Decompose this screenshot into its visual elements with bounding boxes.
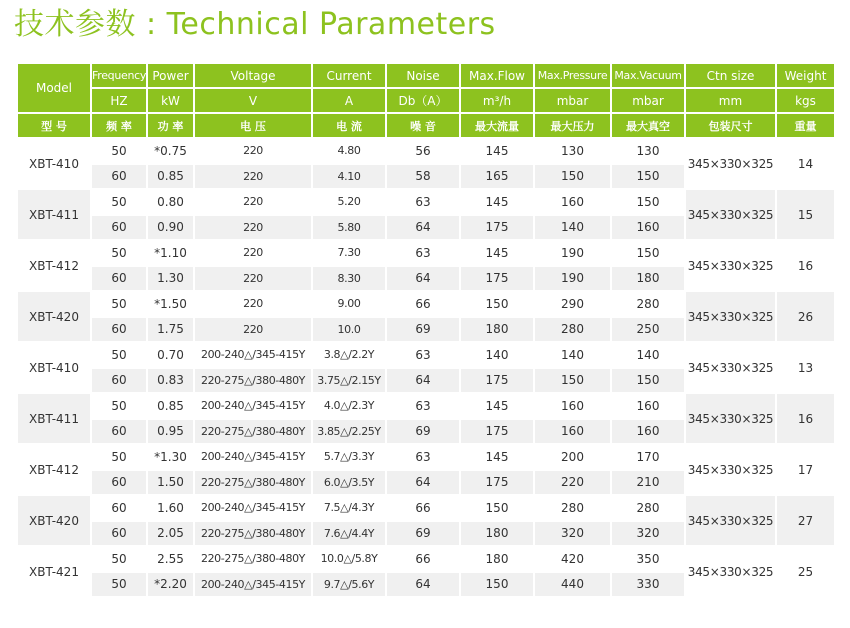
table-row [18, 343, 834, 367]
cell-voltage: 220 [195, 165, 311, 189]
cell-model: XBT-420 [18, 292, 90, 341]
cell-ctn-size: 345×330×325 [686, 190, 775, 239]
cell-noise: 63 [387, 241, 459, 265]
cell-max-vacuum: 210 [612, 471, 684, 495]
header-cn-max-pressure: 最大压力 [535, 114, 610, 137]
cell-frequency: 50 [92, 573, 146, 597]
cell-voltage: 220 [195, 267, 311, 291]
cell-max-pressure: 280 [535, 496, 610, 520]
cell-current: 3.8△/2.2Y [313, 343, 385, 367]
cell-noise: 64 [387, 267, 459, 291]
cell-power: *1.50 [148, 292, 193, 316]
cell-max-vacuum: 350 [612, 547, 684, 571]
cell-voltage: 200-240△/345-415Y [195, 496, 311, 520]
cell-max-pressure: 160 [535, 394, 610, 418]
header-max-pressure: Max.Pressure [535, 64, 610, 87]
cell-max-flow: 175 [461, 267, 533, 291]
cell-ctn-size: 345×330×325 [686, 394, 775, 443]
cell-power: 0.80 [148, 190, 193, 214]
cell-power: *0.75 [148, 139, 193, 163]
cell-voltage: 220 [195, 190, 311, 214]
cell-voltage: 200-240△/345-415Y [195, 573, 311, 597]
cell-power: *2.20 [148, 573, 193, 597]
cell-current: 4.80 [313, 139, 385, 163]
cell-max-vacuum: 160 [612, 420, 684, 444]
cell-max-pressure: 200 [535, 445, 610, 469]
cell-max-pressure: 150 [535, 165, 610, 189]
cell-ctn-size: 345×330×325 [686, 445, 775, 494]
cell-noise: 64 [387, 216, 459, 240]
cell-current: 10.0△/5.8Y [313, 547, 385, 571]
cell-noise: 66 [387, 292, 459, 316]
table-body [18, 139, 834, 596]
cell-max-pressure: 220 [535, 471, 610, 495]
cell-max-vacuum: 150 [612, 369, 684, 393]
header-cn-frequency: 频 率 [92, 114, 146, 137]
cell-max-pressure: 320 [535, 522, 610, 546]
cell-frequency: 60 [92, 522, 146, 546]
cell-max-vacuum: 160 [612, 394, 684, 418]
cell-voltage: 220-275△/380-480Y [195, 369, 311, 393]
header-noise: Noise [387, 64, 459, 87]
cell-current: 7.5△/4.3Y [313, 496, 385, 520]
cell-max-flow: 145 [461, 139, 533, 163]
header-row-units [18, 89, 834, 112]
header-cn-max-flow: 最大流量 [461, 114, 533, 137]
cell-noise: 66 [387, 496, 459, 520]
cell-max-vacuum: 250 [612, 318, 684, 342]
cell-max-flow: 140 [461, 343, 533, 367]
cell-model: XBT-410 [18, 343, 90, 392]
cell-current: 10.0 [313, 318, 385, 342]
header-row-cn [18, 114, 834, 137]
cell-max-pressure: 190 [535, 241, 610, 265]
cell-current: 5.80 [313, 216, 385, 240]
header-voltage: Voltage [195, 64, 311, 87]
cell-max-vacuum: 150 [612, 190, 684, 214]
cell-current: 7.6△/4.4Y [313, 522, 385, 546]
cell-noise: 64 [387, 471, 459, 495]
cell-voltage: 220-275△/380-480Y [195, 420, 311, 444]
unit-ctn-size: mm [686, 89, 775, 112]
cell-frequency: 60 [92, 496, 146, 520]
cell-noise: 63 [387, 394, 459, 418]
cell-current: 7.30 [313, 241, 385, 265]
cell-max-flow: 165 [461, 165, 533, 189]
cell-max-vacuum: 160 [612, 216, 684, 240]
cell-frequency: 60 [92, 165, 146, 189]
cell-ctn-size: 345×330×325 [686, 547, 775, 596]
cell-voltage: 220 [195, 216, 311, 240]
cell-frequency: 50 [92, 343, 146, 367]
cell-current: 3.75△/2.15Y [313, 369, 385, 393]
header-row-en [18, 64, 834, 87]
unit-max-flow: m³/h [461, 89, 533, 112]
header-model: Model [18, 64, 90, 112]
unit-max-vacuum: mbar [612, 89, 684, 112]
header-cn-power: 功 率 [148, 114, 193, 137]
cell-frequency: 50 [92, 394, 146, 418]
cell-frequency: 50 [92, 445, 146, 469]
header-cn-ctn-size: 包装尺寸 [686, 114, 775, 137]
cell-model: XBT-421 [18, 547, 90, 596]
cell-voltage: 220 [195, 292, 311, 316]
unit-current: A [313, 89, 385, 112]
unit-voltage: V [195, 89, 311, 112]
cell-max-pressure: 420 [535, 547, 610, 571]
cell-max-pressure: 280 [535, 318, 610, 342]
cell-max-pressure: 190 [535, 267, 610, 291]
cell-weight: 17 [777, 445, 834, 494]
cell-noise: 56 [387, 139, 459, 163]
table-row [18, 139, 834, 163]
cell-current: 9.00 [313, 292, 385, 316]
cell-weight: 25 [777, 547, 834, 596]
header-cn-noise: 噪 音 [387, 114, 459, 137]
cell-max-pressure: 290 [535, 292, 610, 316]
header-cn-voltage: 电 压 [195, 114, 311, 137]
header-cn-max-vacuum: 最大真空 [612, 114, 684, 137]
cell-power: 2.55 [148, 547, 193, 571]
cell-frequency: 50 [92, 292, 146, 316]
cell-max-vacuum: 280 [612, 496, 684, 520]
cell-ctn-size: 345×330×325 [686, 139, 775, 188]
cell-power: 0.70 [148, 343, 193, 367]
header-current: Current [313, 64, 385, 87]
cell-max-flow: 180 [461, 547, 533, 571]
cell-frequency: 60 [92, 369, 146, 393]
cell-power: 0.85 [148, 165, 193, 189]
cell-max-vacuum: 150 [612, 241, 684, 265]
cell-frequency: 50 [92, 241, 146, 265]
table-row [18, 445, 834, 469]
cell-power: *1.10 [148, 241, 193, 265]
cell-current: 4.0△/2.3Y [313, 394, 385, 418]
cell-power: 0.90 [148, 216, 193, 240]
header-cn-model: 型 号 [18, 114, 90, 137]
cell-max-vacuum: 130 [612, 139, 684, 163]
cell-max-flow: 175 [461, 369, 533, 393]
cell-noise: 58 [387, 165, 459, 189]
cell-max-pressure: 130 [535, 139, 610, 163]
cell-power: 1.50 [148, 471, 193, 495]
table-row [18, 241, 834, 265]
header-power: Power [148, 64, 193, 87]
cell-power: 0.83 [148, 369, 193, 393]
cell-max-flow: 150 [461, 292, 533, 316]
cell-weight: 26 [777, 292, 834, 341]
cell-noise: 69 [387, 420, 459, 444]
cell-weight: 15 [777, 190, 834, 239]
cell-max-flow: 145 [461, 445, 533, 469]
unit-max-pressure: mbar [535, 89, 610, 112]
cell-voltage: 220-275△/380-480Y [195, 471, 311, 495]
header-weight: Weight [777, 64, 834, 87]
table-row [18, 496, 834, 520]
cell-max-flow: 150 [461, 496, 533, 520]
unit-frequency: HZ [92, 89, 146, 112]
cell-power: 2.05 [148, 522, 193, 546]
cell-model: XBT-412 [18, 445, 90, 494]
cell-model: XBT-411 [18, 190, 90, 239]
cell-model: XBT-411 [18, 394, 90, 443]
cell-model: XBT-412 [18, 241, 90, 290]
cell-noise: 63 [387, 445, 459, 469]
cell-noise: 63 [387, 190, 459, 214]
page-title: 技术参数 : Technical Parameters [14, 7, 496, 42]
cell-max-flow: 175 [461, 216, 533, 240]
cell-power: 0.95 [148, 420, 193, 444]
cell-noise: 69 [387, 522, 459, 546]
cell-max-vacuum: 280 [612, 292, 684, 316]
cell-current: 4.10 [313, 165, 385, 189]
cell-power: 1.30 [148, 267, 193, 291]
cell-frequency: 60 [92, 471, 146, 495]
cell-max-vacuum: 150 [612, 165, 684, 189]
cell-voltage: 220 [195, 241, 311, 265]
cell-noise: 66 [387, 547, 459, 571]
cell-voltage: 200-240△/345-415Y [195, 445, 311, 469]
cell-current: 3.85△/2.25Y [313, 420, 385, 444]
cell-frequency: 60 [92, 267, 146, 291]
cell-max-flow: 175 [461, 420, 533, 444]
cell-max-pressure: 440 [535, 573, 610, 597]
cell-noise: 63 [387, 343, 459, 367]
cell-ctn-size: 345×330×325 [686, 496, 775, 545]
technical-parameters-table [16, 62, 836, 598]
unit-weight: kgs [777, 89, 834, 112]
cell-max-pressure: 140 [535, 343, 610, 367]
cell-max-flow: 145 [461, 394, 533, 418]
header-ctn-size: Ctn size [686, 64, 775, 87]
cell-current: 6.0△/3.5Y [313, 471, 385, 495]
cell-noise: 64 [387, 369, 459, 393]
cell-frequency: 50 [92, 139, 146, 163]
cell-max-pressure: 160 [535, 190, 610, 214]
cell-max-pressure: 150 [535, 369, 610, 393]
cell-max-flow: 175 [461, 471, 533, 495]
table-row [18, 292, 834, 316]
cell-max-pressure: 140 [535, 216, 610, 240]
table-row [18, 547, 834, 571]
cell-max-vacuum: 320 [612, 522, 684, 546]
cell-max-vacuum: 330 [612, 573, 684, 597]
cell-max-flow: 180 [461, 318, 533, 342]
cell-voltage: 220-275△/380-480Y [195, 522, 311, 546]
table-row [18, 394, 834, 418]
cell-frequency: 60 [92, 318, 146, 342]
cell-current: 5.20 [313, 190, 385, 214]
unit-power: kW [148, 89, 193, 112]
cell-noise: 69 [387, 318, 459, 342]
cell-max-flow: 145 [461, 190, 533, 214]
cell-power: *1.30 [148, 445, 193, 469]
cell-voltage: 200-240△/345-415Y [195, 394, 311, 418]
cell-model: XBT-410 [18, 139, 90, 188]
cell-voltage: 220 [195, 139, 311, 163]
header-max-vacuum: Max.Vacuum [612, 64, 684, 87]
cell-frequency: 50 [92, 190, 146, 214]
cell-frequency: 50 [92, 547, 146, 571]
cell-weight: 27 [777, 496, 834, 545]
cell-weight: 16 [777, 241, 834, 290]
cell-noise: 64 [387, 573, 459, 597]
cell-ctn-size: 345×330×325 [686, 343, 775, 392]
cell-current: 8.30 [313, 267, 385, 291]
cell-max-flow: 150 [461, 573, 533, 597]
cell-max-pressure: 160 [535, 420, 610, 444]
cell-frequency: 60 [92, 420, 146, 444]
header-cn-current: 电 流 [313, 114, 385, 137]
header-max-flow: Max.Flow [461, 64, 533, 87]
cell-voltage: 220-275△/380-480Y [195, 547, 311, 571]
cell-max-flow: 145 [461, 241, 533, 265]
cell-voltage: 220 [195, 318, 311, 342]
cell-current: 9.7△/5.6Y [313, 573, 385, 597]
cell-current: 5.7△/3.3Y [313, 445, 385, 469]
cell-ctn-size: 345×330×325 [686, 292, 775, 341]
cell-voltage: 200-240△/345-415Y [195, 343, 311, 367]
cell-power: 1.60 [148, 496, 193, 520]
cell-power: 1.75 [148, 318, 193, 342]
cell-weight: 16 [777, 394, 834, 443]
header-frequency: Frequency [92, 64, 146, 87]
header-cn-weight: 重量 [777, 114, 834, 137]
cell-max-vacuum: 140 [612, 343, 684, 367]
cell-max-vacuum: 170 [612, 445, 684, 469]
cell-frequency: 60 [92, 216, 146, 240]
cell-weight: 13 [777, 343, 834, 392]
cell-power: 0.85 [148, 394, 193, 418]
cell-weight: 14 [777, 139, 834, 188]
cell-max-vacuum: 180 [612, 267, 684, 291]
unit-noise: Db（A） [387, 89, 459, 112]
cell-ctn-size: 345×330×325 [686, 241, 775, 290]
table-row [18, 190, 834, 214]
cell-model: XBT-420 [18, 496, 90, 545]
cell-max-flow: 180 [461, 522, 533, 546]
